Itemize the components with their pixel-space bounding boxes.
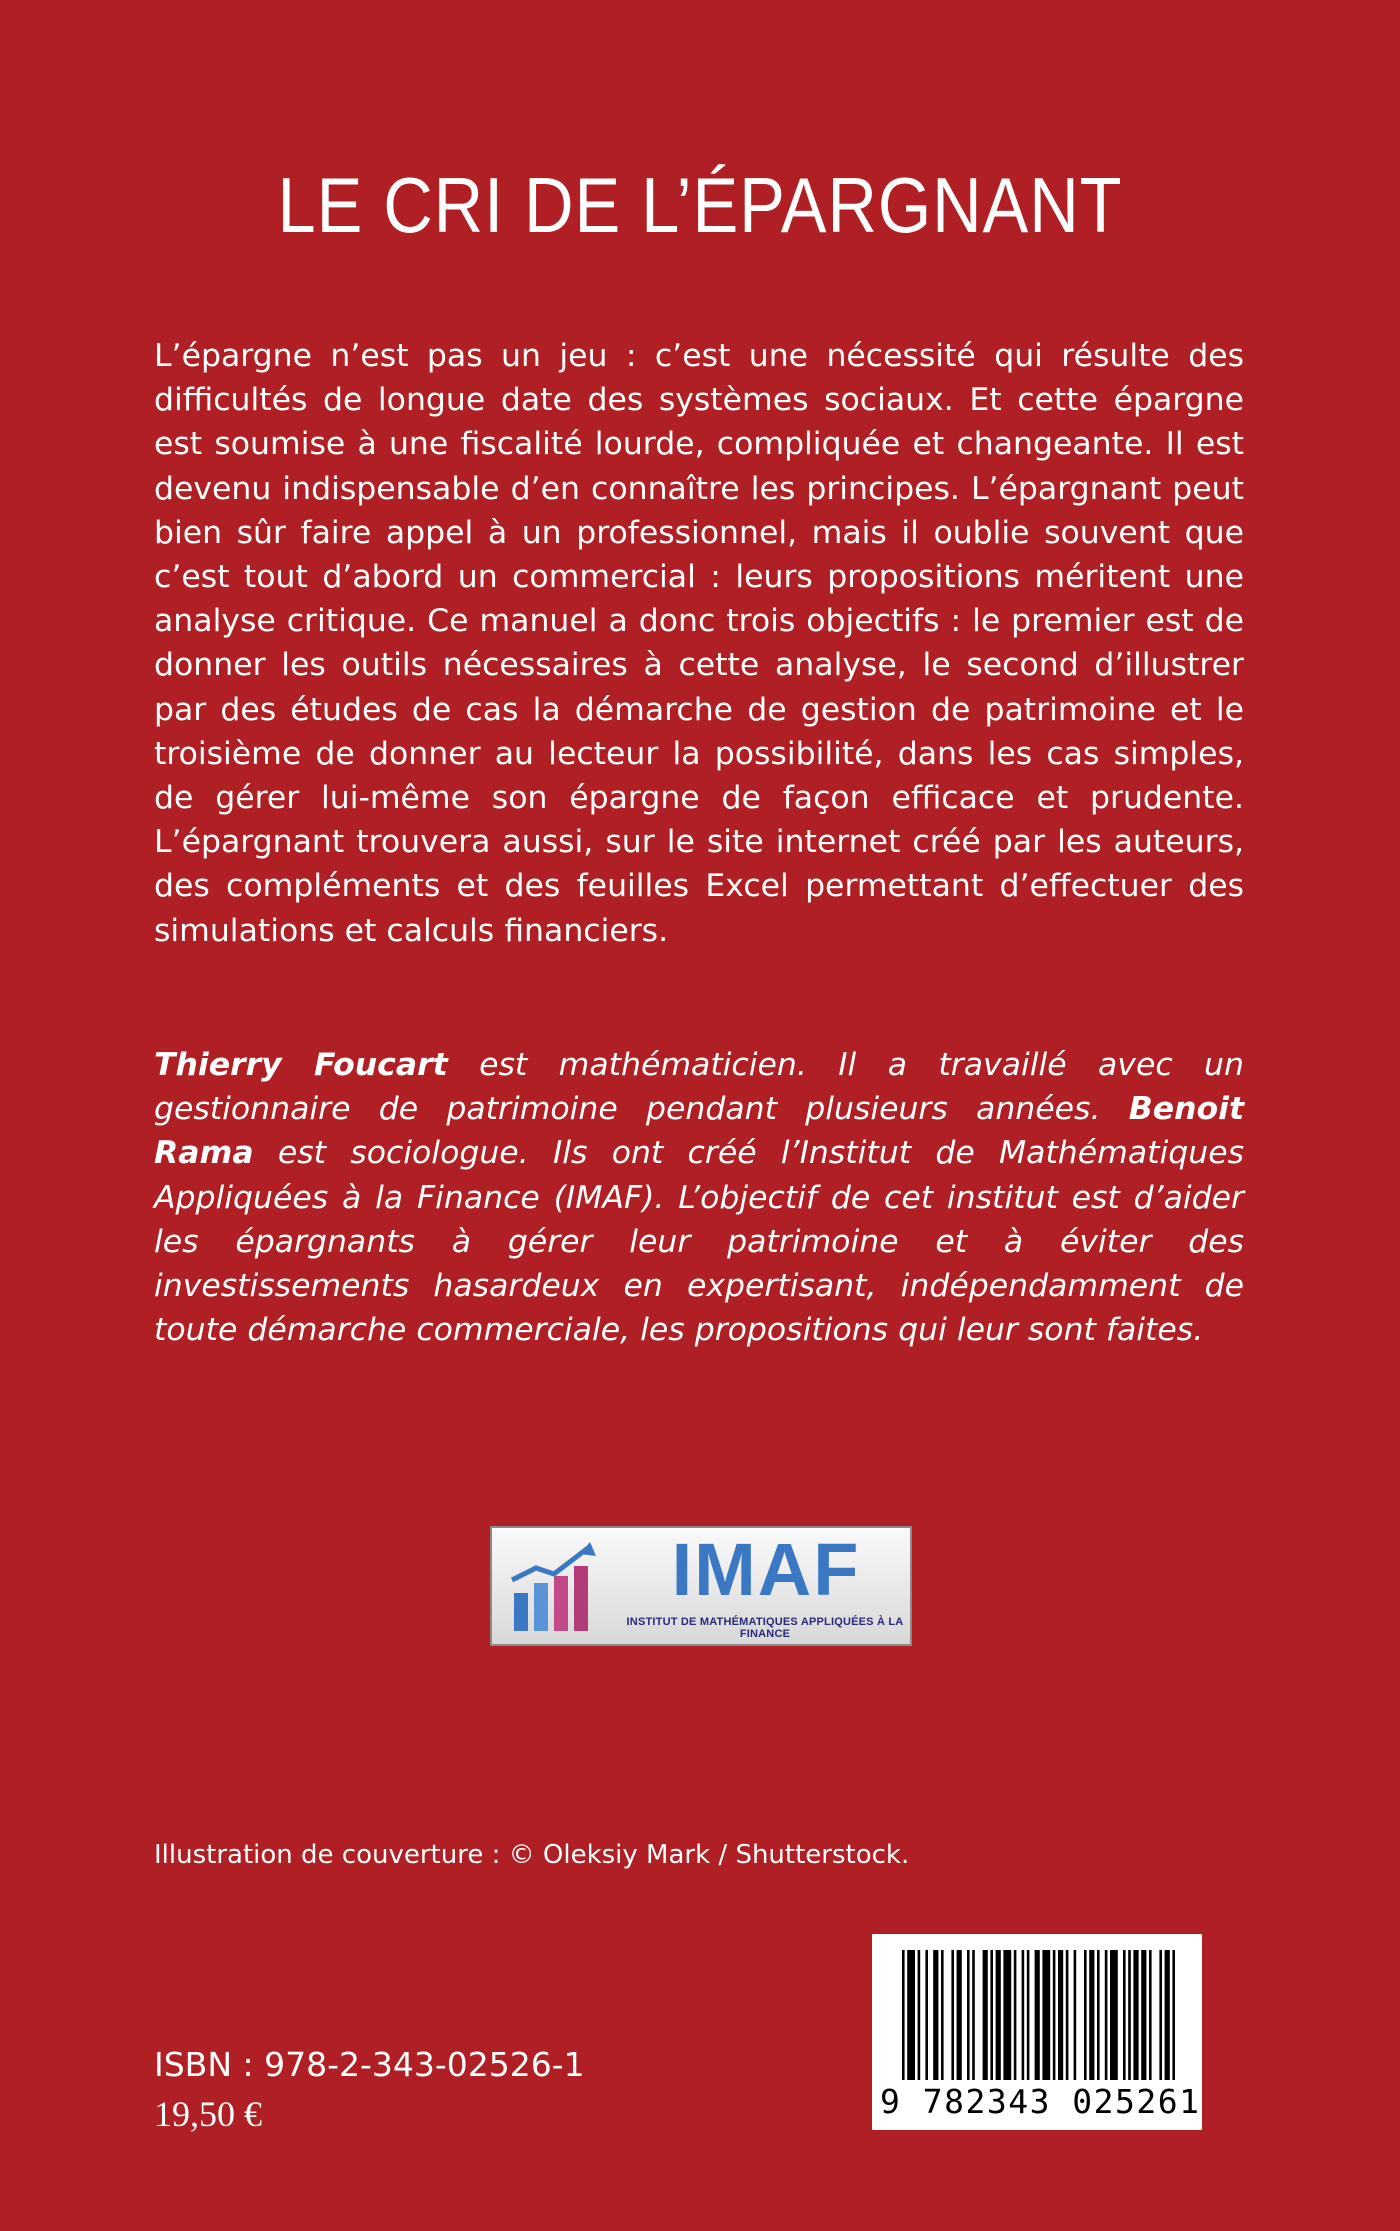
barcode-bar [933, 1950, 938, 2080]
barcode-bar [983, 1950, 988, 2080]
barcode-bar [1042, 1950, 1050, 2080]
bar-chart-arrow-icon [506, 1538, 606, 1638]
barcode-bar [1003, 1950, 1011, 2080]
barcode-bar [1035, 1950, 1040, 2080]
isbn: ISBN : 978-2-343-02526-1 [154, 2045, 585, 2084]
barcode-bar [990, 1950, 993, 2080]
barcode-bar [1165, 1950, 1170, 2080]
barcode-bar [996, 1950, 1001, 2080]
back-cover-blurb [154, 334, 1244, 953]
barcode-bars [872, 1934, 1202, 2084]
author-bio [154, 1043, 1244, 1352]
barcode-bar [941, 1950, 944, 2080]
barcode-bar [1110, 1950, 1118, 2080]
barcode-bar [1159, 1950, 1162, 2080]
barcode-bar [1014, 1950, 1017, 2080]
barcode-bar [1123, 1950, 1126, 2080]
barcode-bar [1053, 1950, 1056, 2080]
barcode-bar [1128, 1950, 1131, 2080]
logo-wordmark: IMAF [671, 1528, 861, 1611]
barcode-bar [925, 1950, 928, 2080]
blurb-text: L’épargne n’est pas un jeu : c’est une nécessité qui résulte des difficultés de longue date des systèmes sociaux. Et cette épargne est soumise à une fiscalité lourde, compliquée et changeante. Il est devenu indispensable d’en connaître les principes. L’épargnant peut bien sûr faire appel à un professionnel, mais il oublie souvent que c’est tout d’abord un commercial : leurs propositions méritent une analyse critique. Ce manuel a donc trois objectifs : le premier est de donner les outils nécessaires à cette analyse, le second d’illustrer par des études de cas la démarche de gestion de patrimoine et le troisième de donner au lecteur la possibilité, dans les cas simples, de gérer lui-même son épargne de façon efficace et prudente. L’épargnant trouvera aussi, sur le site internet créé par les auteurs, des compléments et des feuilles Excel permettant d’effectuer des simulations et calculs financiers. [154, 338, 1244, 949]
barcode-bar [967, 1950, 970, 2080]
barcode-bar [1097, 1950, 1100, 2080]
author-bio-part-2: est sociologue. Ils ont créé l’Institut de Mathématiques Appliquées à la Finance (IMAF). L’objectif de cet institut est d’aider les épargnants à gérer leur patrimoine et à éviter des investissements hasardeux en expertisant, indépendamment de toute démarche commerciale, les propositions qui leur sont faites. [154, 1135, 1244, 1349]
barcode-bar [1066, 1950, 1069, 2080]
author-bio-part-1: est mathématicien. Il a travaillé avec un gestionnaire de patrimoine pendant plusieurs années. [154, 1047, 1244, 1128]
barcode-bar [1141, 1950, 1146, 2080]
barcode-bar [907, 1950, 915, 2080]
barcode-bar [1105, 1950, 1108, 2080]
barcode-bar [1074, 1950, 1077, 2080]
illustration-credit: Illustration de couverture : © Oleksiy Mark / Shutterstock. [154, 1840, 910, 1870]
barcode-bar [957, 1950, 962, 2080]
barcode-bar [1058, 1950, 1063, 2080]
author-bio-text [154, 1043, 1244, 1352]
price: 19,50 € [154, 2094, 262, 2134]
barcode-bar [1133, 1950, 1138, 2080]
barcode-bar [1172, 1950, 1175, 2080]
barcode [872, 1934, 1202, 2130]
barcode-bar [1089, 1950, 1094, 2080]
author-name-2: Benoit Rama [154, 1091, 1244, 1172]
author-name-1: Thierry Foucart [154, 1047, 448, 1083]
imaf-logo [490, 1526, 912, 1646]
barcode-digits: 9 782343 025261 [880, 2082, 1201, 2121]
logo-subtitle: INSTITUT DE MATHÉMATIQUES APPLIQUÉES À LA FINANCE [626, 1616, 904, 1640]
barcode-bar [1022, 1950, 1025, 2080]
barcode-bar [951, 1950, 954, 2080]
book-title: LE CRI DE L’ÉPARGNANT [277, 161, 1123, 249]
barcode-bar [918, 1950, 921, 2080]
barcode-bar [1084, 1950, 1087, 2080]
barcode-bar [1027, 1950, 1030, 2080]
barcode-bar [1149, 1950, 1152, 2080]
barcode-bar [972, 1950, 975, 2080]
barcode-bar [902, 1950, 905, 2080]
